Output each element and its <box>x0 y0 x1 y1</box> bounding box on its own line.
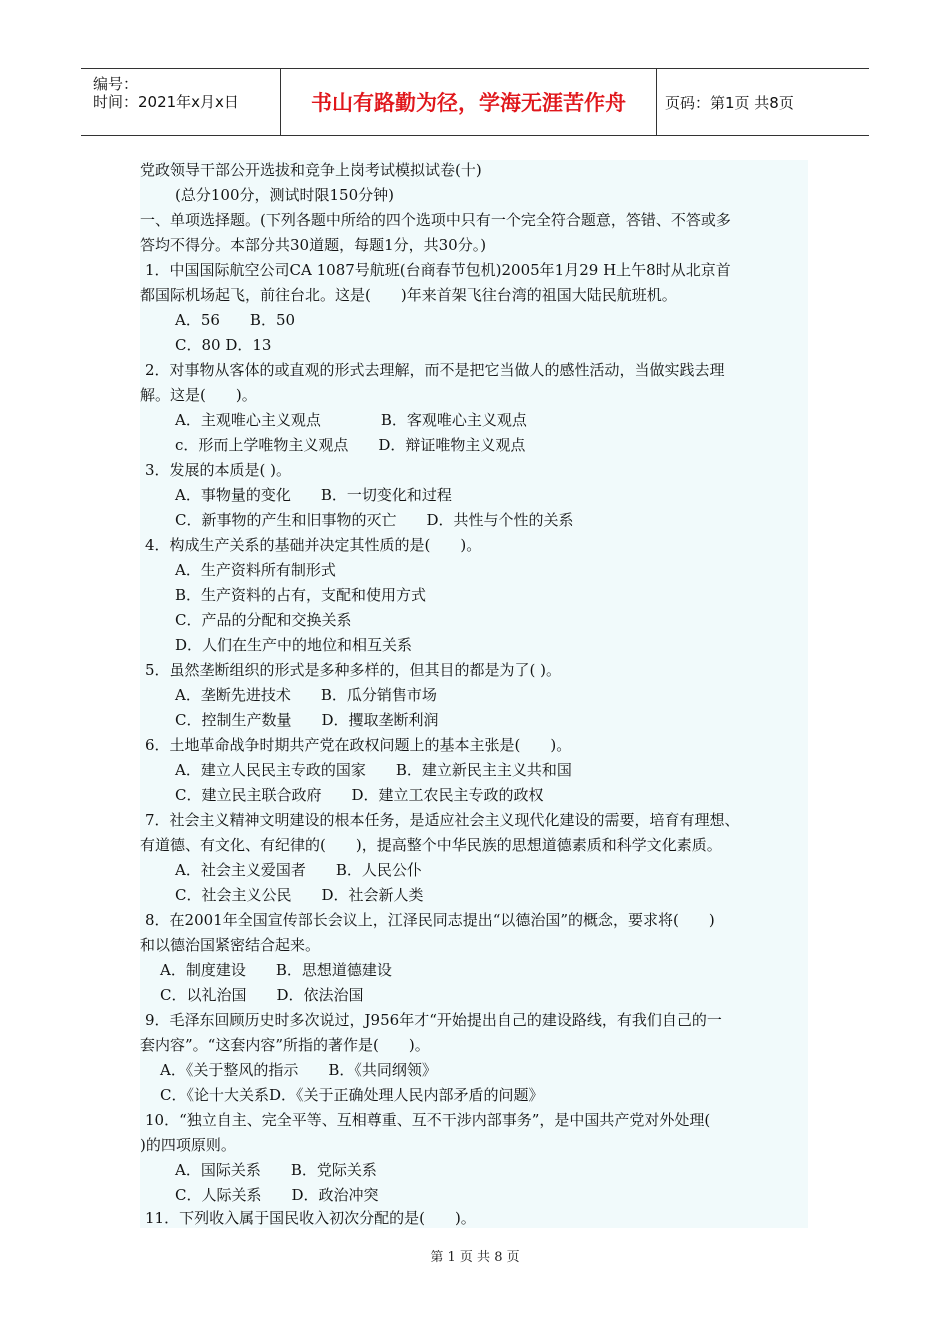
option-line: A．制度建设 B．思想道德建设 <box>160 961 392 979</box>
text-line: 都国际机场起飞，前往台北。这是( )年来首架飞往台湾的祖国大陆民航班机。 <box>140 286 677 304</box>
text-line: 答均不得分。本部分共30道题，每题1分，共30分。) <box>140 236 487 254</box>
option-line: A．建立人民民主专政的国家 B．建立新民主主义共和国 <box>175 761 572 779</box>
section-heading: 一、单项选择题。(下列各题中所给的四个选项中只有一个完全符合题意，答错、不答或多 <box>140 211 731 229</box>
option-line: C．人际关系 D．政治冲突 <box>175 1186 379 1204</box>
option-line: A．生产资料所有制形式 <box>175 561 336 579</box>
question-9: 9．毛泽东回顾历史时多次说过，J956年才“开始提出自己的建设路线，有我们自己的一 <box>145 1011 722 1029</box>
option-line: A．主观唯心主义观点 B．客观唯心主义观点 <box>175 411 527 429</box>
motto-text: 书山有路勤为径，学海无涯苦作舟 <box>311 91 626 115</box>
option-line: A．社会主义爱国者 B．人民公仆 <box>175 861 422 879</box>
option-line: B．生产资料的占有，支配和使用方式 <box>175 586 427 604</box>
document-date: 时间：2021年x月x日 <box>93 93 239 111</box>
text-line: )的四项原则。 <box>140 1136 236 1154</box>
option-line: C．80 D．13 <box>175 336 272 354</box>
header-meta <box>81 69 281 135</box>
option-line: C．新事物的产生和旧事物的灭亡 D．共性与个性的关系 <box>175 511 574 529</box>
text-line: 有道德、有文化、有纪律的( )，提高整个中华民族的思想道德素质和科学文化素质。 <box>140 836 722 854</box>
option-line: C．《论十大关系D．《关于正确处理人民内部矛盾的问题》 <box>160 1086 544 1104</box>
question-5: 5．虽然垄断组织的形式是多种多样的，但其目的都是为了( )。 <box>145 661 562 679</box>
question-3: 3．发展的本质是( )。 <box>145 461 292 479</box>
exam-content <box>140 160 808 1228</box>
option-line: D．人们在生产中的地位和相互关系 <box>175 636 413 654</box>
question-4: 4．构成生产关系的基础并决定其性质的是( )。 <box>145 536 482 554</box>
page-header <box>81 68 869 136</box>
exam-subtitle: (总分100分，测试时限150分钟) <box>175 186 394 204</box>
question-6: 6．土地革命战争时期共产党在政权问题上的基本主张是( )。 <box>145 736 572 754</box>
option-line: A．垄断先进技术 B．瓜分销售市场 <box>175 686 437 704</box>
header-page-number: 页码：第1页 共8页 <box>665 93 794 112</box>
exam-title: 党政领导干部公开选拔和竞争上岗考试模拟试卷(十) <box>140 161 482 179</box>
question-10: 10．“独立自主、完全平等、互相尊重、互不干涉内部事务”，是中国共产党对外处理( <box>145 1111 711 1129</box>
option-line: C．产品的分配和交换关系 <box>175 611 352 629</box>
option-line: C．社会主义公民 D．社会新人类 <box>175 886 424 904</box>
option-line: C．控制生产数量 D．攫取垄断利润 <box>175 711 439 729</box>
question-11: 11．下列收入属于国民收入初次分配的是( )。 <box>145 1209 476 1227</box>
question-1: 1．中国国际航空公司CA 1087号航班(台商春节包机)2005年1月29 H上午8时从北京首 <box>145 261 731 279</box>
document-number: 编号： <box>93 75 139 93</box>
option-line: A．《关于整风的指示 B．《共同纲领》 <box>160 1061 437 1079</box>
option-line: A．事物量的变化 B．一切变化和过程 <box>175 486 452 504</box>
text-line: 和以德治国紧密结合起来。 <box>140 936 321 954</box>
question-8: 8．在2001年全国宣传部长会议上，江泽民同志提出“以德治国”的概念，要求将( ) <box>145 911 715 929</box>
page-footer: 第 1 页 共 8 页 <box>430 1250 520 1265</box>
header-motto <box>281 69 657 135</box>
option-line: C．建立民主联合政府 D．建立工农民主专政的政权 <box>175 786 544 804</box>
option-line: C．以礼治国 D．依法治国 <box>160 986 364 1004</box>
question-2: 2．对事物从客体的或直观的形式去理解，而不是把它当做人的感性活动，当做实践去理 <box>145 361 725 379</box>
question-7: 7．社会主义精神文明建设的根本任务，是适应社会主义现代化建设的需要，培育有理想、 <box>145 811 740 829</box>
option-line: A．56 B．50 <box>175 311 296 329</box>
option-line: A．国际关系 B．党际关系 <box>175 1161 377 1179</box>
text-line: 解。这是( )。 <box>140 386 257 404</box>
text-line: 套内容”。“这套内容”所指的著作是( )。 <box>140 1036 430 1054</box>
option-line: c．形而上学唯物主义观点 D．辩证唯物主义观点 <box>175 436 526 454</box>
